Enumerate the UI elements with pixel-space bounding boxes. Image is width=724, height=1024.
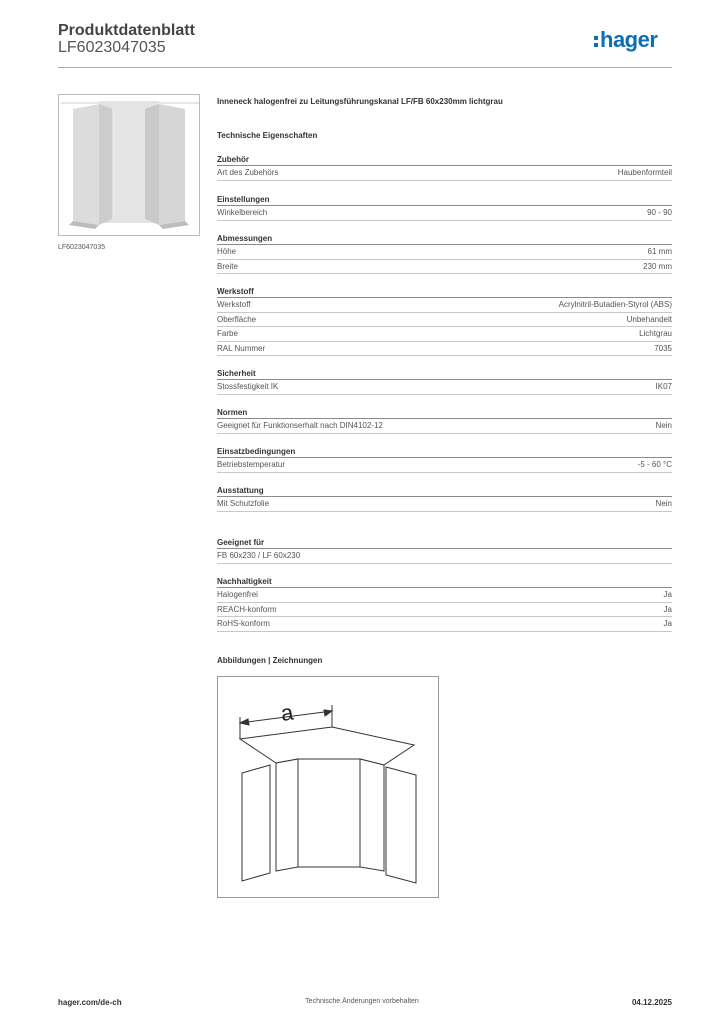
property-row bbox=[217, 419, 672, 434]
footer-date: 04.12.2025 bbox=[631, 998, 672, 1007]
section-sicherheit bbox=[217, 368, 672, 395]
property-value: Ja bbox=[663, 619, 672, 628]
section-heading: Einstellungen bbox=[217, 194, 672, 206]
property-row bbox=[217, 380, 672, 395]
property-row bbox=[217, 327, 672, 342]
property-value: Lichtgrau bbox=[639, 329, 672, 338]
property-label: Höhe bbox=[217, 247, 237, 256]
property-value: IK07 bbox=[655, 382, 672, 391]
property-row bbox=[217, 298, 672, 313]
footer-notice: Technische Änderungen vorbehalten bbox=[305, 998, 419, 1005]
section-abmessungen bbox=[217, 233, 672, 274]
property-value: Haubenformteil bbox=[617, 168, 672, 177]
property-value: Unbehandelt bbox=[626, 314, 672, 324]
property-value: 230 mm bbox=[643, 261, 672, 271]
property-row bbox=[217, 206, 672, 221]
logo-mark-icon bbox=[594, 36, 598, 47]
section-heading: Zubehör bbox=[217, 154, 672, 166]
section-zubehoer bbox=[217, 154, 672, 181]
hager-logo bbox=[594, 27, 657, 53]
footer-website: hager.com/de-ch bbox=[58, 998, 122, 1007]
property-value: Acrylnitril-Butadien-Styrol (ABS) bbox=[558, 300, 672, 309]
property-value: Nein bbox=[655, 499, 672, 508]
property-row bbox=[217, 260, 672, 275]
property-label: Stossfestigkeit IK bbox=[217, 382, 279, 391]
section-heading: Einsatzbedingungen bbox=[217, 446, 672, 458]
section-heading: Werkstoff bbox=[217, 286, 672, 298]
property-row bbox=[217, 166, 672, 181]
section-heading: Sicherheit bbox=[217, 368, 672, 380]
property-value: Ja bbox=[663, 590, 672, 599]
property-value: 7035 bbox=[654, 343, 672, 353]
section-heading: Normen bbox=[217, 407, 672, 419]
tech-properties-heading: Technische Eigenschaften bbox=[217, 131, 318, 140]
property-row bbox=[217, 497, 672, 512]
section-einstellungen bbox=[217, 194, 672, 221]
property-row bbox=[217, 588, 672, 603]
property-label: Farbe bbox=[217, 329, 238, 338]
property-label: Winkelbereich bbox=[217, 208, 268, 217]
property-row bbox=[217, 458, 672, 473]
property-label: RoHS-konform bbox=[217, 619, 270, 628]
property-value: Nein bbox=[655, 421, 672, 430]
header-divider bbox=[58, 67, 672, 68]
property-label: FB 60x230 / LF 60x230 bbox=[217, 551, 301, 560]
property-value: 61 mm bbox=[647, 247, 672, 256]
section-heading: Abmessungen bbox=[217, 233, 672, 245]
page-title: Produktdatenblatt bbox=[58, 22, 195, 39]
property-label: Breite bbox=[217, 261, 238, 271]
property-label: Betriebstemperatur bbox=[217, 460, 286, 469]
property-label: Werkstoff bbox=[217, 300, 251, 309]
section-geeignet-fuer bbox=[217, 537, 672, 564]
product-title: Inneneck halogenfrei zu Leitungsführungskanal LF/FB 60x230mm lichtgrau bbox=[217, 97, 503, 106]
property-row bbox=[217, 549, 672, 564]
property-label: RAL Nummer bbox=[217, 343, 266, 353]
product-image bbox=[58, 94, 200, 236]
section-werkstoff bbox=[217, 286, 672, 356]
property-label: REACH-konform bbox=[217, 604, 277, 614]
product-photo-icon bbox=[59, 95, 200, 236]
technical-drawing bbox=[217, 676, 439, 898]
section-einsatzbedingungen bbox=[217, 446, 672, 473]
image-caption: LF6023047035 bbox=[58, 244, 106, 251]
section-heading: Ausstattung bbox=[217, 485, 672, 497]
article-number: LF6023047035 bbox=[58, 39, 166, 56]
property-label: Oberfläche bbox=[217, 314, 257, 324]
property-row bbox=[217, 603, 672, 618]
property-value: 90 - 90 bbox=[647, 208, 672, 217]
property-row bbox=[217, 245, 672, 260]
section-ausstattung bbox=[217, 485, 672, 512]
property-value: Ja bbox=[663, 604, 672, 614]
figures-heading: Abbildungen | Zeichnungen bbox=[217, 656, 323, 665]
property-row bbox=[217, 342, 672, 357]
logo-text: hager bbox=[600, 27, 658, 52]
section-nachhaltigkeit bbox=[217, 576, 672, 632]
section-heading: Nachhaltigkeit bbox=[217, 576, 672, 588]
property-label: Art des Zubehörs bbox=[217, 168, 279, 177]
property-label: Geeignet für Funktionserhalt nach DIN4102-12 bbox=[217, 421, 383, 430]
property-label: Halogenfrei bbox=[217, 590, 258, 599]
inner-corner-drawing-icon bbox=[218, 677, 438, 897]
section-heading: Geeignet für bbox=[217, 537, 672, 549]
property-row bbox=[217, 617, 672, 632]
section-normen bbox=[217, 407, 672, 434]
property-label: Mit Schutzfolie bbox=[217, 499, 270, 508]
property-row bbox=[217, 313, 672, 328]
property-value: -5 - 60 °C bbox=[637, 460, 672, 469]
dimension-label: a bbox=[279, 699, 295, 726]
